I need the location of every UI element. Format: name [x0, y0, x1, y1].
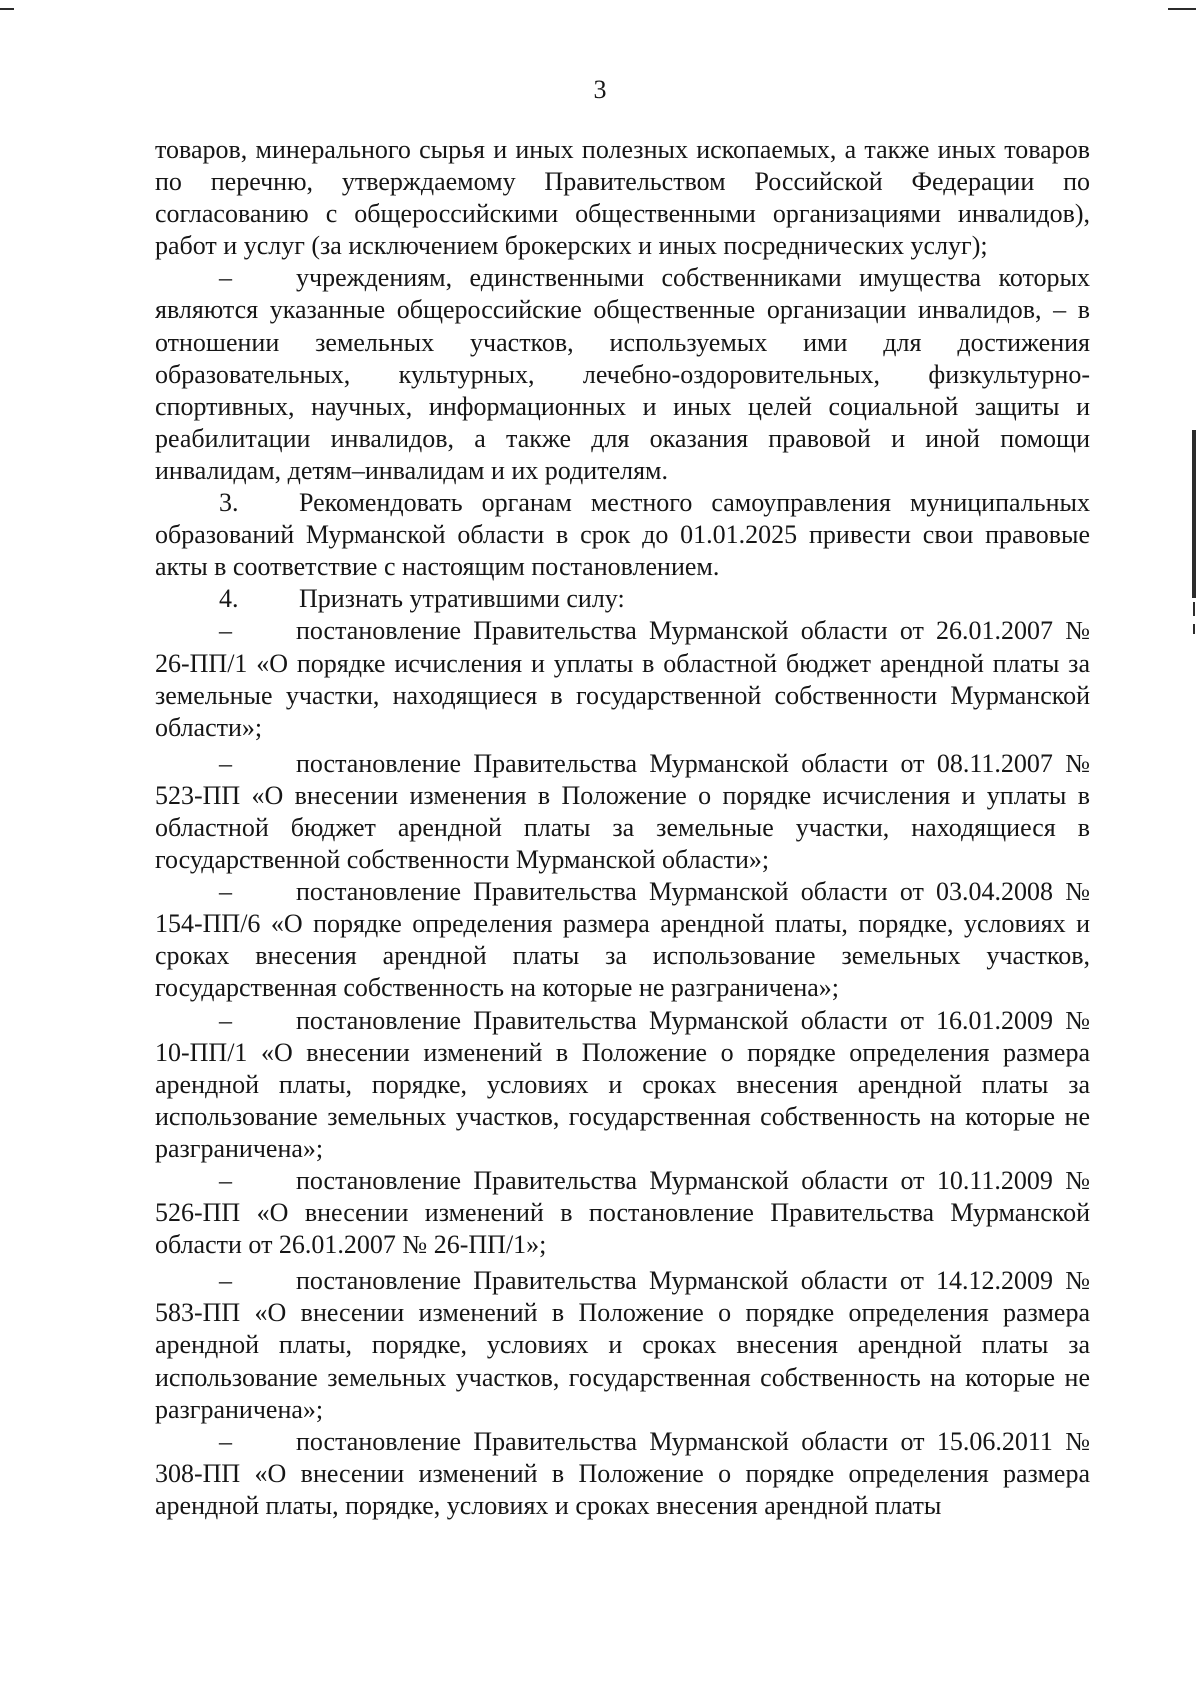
bullet-item	[155, 615, 1090, 743]
document-body	[155, 134, 1090, 1522]
paragraph-text: Признать утратившими силу:	[299, 584, 625, 614]
paragraph-text: учреждениям, единственными собственниками имущества которых являются указанные общероссийские общественные организации инвалидов, – в отношении земельных участков, используемых ими для достижения образовательных, культурных, лечебно-оздоровительных, физкультурно-спортивных, научных, информационных и иных целей социальной защиты и реабилитации инвалидов, а также для оказания правовой и иной помощи инвалидам, детям–инвалидам и их родителям.	[155, 263, 1090, 485]
dash-marker: –	[219, 1005, 232, 1035]
bullet-item	[155, 876, 1090, 1004]
dash-marker: –	[219, 877, 232, 907]
paragraph-text: постановление Правительства Мурманской области от 15.06.2011 № 308-ПП «О внесении изменений в Положение о порядке определения размера арендной платы, порядке, условиях и сроках внесения арендной платы	[155, 1426, 1090, 1520]
dash-marker: –	[219, 1266, 232, 1296]
dash-marker: –	[219, 1426, 232, 1456]
paragraph-text: постановление Правительства Мурманской области от 10.11.2009 № 526-ПП «О внесении изменений в постановление Правительства Мурманской области от 26.01.2007 № 26-ПП/1»;	[155, 1166, 1090, 1260]
paragraph-continuation	[155, 134, 1090, 262]
paragraph-text: Рекомендовать органам местного самоуправления муниципальных образований Мурманской области в срок до 01.01.2025 привести свои правовые акты в соответствие с настоящим постановлением.	[155, 488, 1090, 582]
paragraph-text: товаров, минерального сырья и иных полезных ископаемых, а также иных товаров по перечню, утверждаемому Правительством Российской Федерации по согласованию с общероссийскими общественными организациями инвалидов), работ и услуг (за исключением брокерских и иных посреднических услуг);	[155, 135, 1090, 261]
scan-edge-mark	[1193, 624, 1195, 634]
scan-edge-mark	[1193, 602, 1195, 616]
dash-marker: –	[219, 1166, 232, 1195]
scan-edge-mark	[1168, 8, 1196, 10]
bullet-item	[155, 1265, 1090, 1425]
scan-edge-mark	[1192, 430, 1196, 598]
paragraph-text: постановление Правительства Мурманской области от 08.11.2007 № 523-ПП «О внесении изменения в Положение о порядке исчисления и уплаты в областной бюджет арендной платы за земельные участки, находящиеся в государственной собственности Мурманской области»;	[155, 748, 1090, 875]
scan-edge-mark	[0, 8, 14, 10]
item-number: 3.	[219, 488, 239, 518]
bullet-item	[155, 1165, 1090, 1261]
page-number: 3	[593, 75, 607, 104]
bullet-item	[155, 748, 1090, 876]
bullet-item	[155, 1426, 1090, 1522]
dash-marker: –	[219, 748, 232, 778]
paragraph-text: постановление Правительства Мурманской области от 26.01.2007 № 26-ПП/1 «О порядке исчисления и уплаты в областной бюджет арендной платы за земельные участки, находящиеся в государственной собственности Мурманской области»;	[155, 616, 1090, 742]
numbered-item	[155, 583, 1090, 615]
bullet-item	[155, 1005, 1090, 1165]
dash-marker: –	[219, 616, 232, 646]
numbered-item	[155, 487, 1090, 583]
bullet-item	[155, 262, 1090, 487]
dash-marker: –	[219, 263, 232, 293]
paragraph-text: постановление Правительства Мурманской области от 14.12.2009 № 583-ПП «О внесении изменений в Положение о порядке определения размера арендной платы, порядке, условиях и сроках внесения арендной платы за использование земельных участков, государственная собственность на которые не разграничена»;	[155, 1266, 1090, 1424]
paragraph-text: постановление Правительства Мурманской области от 03.04.2008 № 154-ПП/6 «О порядке определения размера арендной платы, порядке, условиях и сроках внесения арендной платы за использование земельных участков, государственная собственность на которые не разграничена»;	[155, 877, 1090, 1003]
paragraph-text: постановление Правительства Мурманской области от 16.01.2009 № 10-ПП/1 «О внесении изменений в Положение о порядке определения размера арендной платы, порядке, условиях и сроках внесения арендной платы за использование земельных участков, государственная собственность на которые не разграничена»;	[155, 1005, 1090, 1163]
item-number: 4.	[219, 584, 239, 614]
